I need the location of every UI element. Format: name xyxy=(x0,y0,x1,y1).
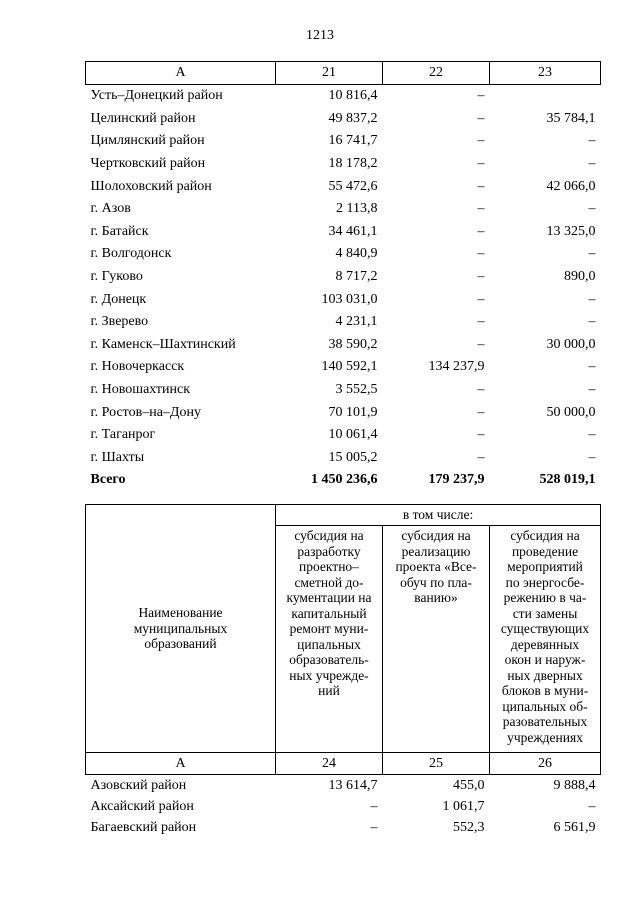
header-line: сметной до- xyxy=(294,574,364,590)
amount-cell: 455,0 xyxy=(453,777,485,793)
header-line: ремонт муни- xyxy=(289,621,369,636)
amount-cell: – xyxy=(588,798,596,814)
table-row xyxy=(86,198,601,221)
header-line: проекта «Все- xyxy=(395,559,477,574)
amount-cell: – xyxy=(588,291,596,307)
amount-cell: 18 178,2 xyxy=(328,156,378,172)
column-index-row xyxy=(86,753,601,775)
header-line: учреждениях xyxy=(507,729,583,745)
amount-cell: – xyxy=(588,427,596,443)
header-line: мероприятий xyxy=(507,559,583,574)
header-line: кументации на xyxy=(286,590,372,605)
table-row xyxy=(86,775,601,797)
table-row xyxy=(86,447,601,470)
column-index: 25 xyxy=(383,753,490,775)
table-row xyxy=(86,243,601,266)
municipality-name: Целинский район xyxy=(90,110,196,126)
header-line: окон и наруж- xyxy=(504,652,586,667)
amount-cell: 140 592,1 xyxy=(321,359,378,375)
amount-cell: – xyxy=(477,404,485,420)
table-row xyxy=(86,424,601,447)
amount-cell: 134 237,9 xyxy=(428,359,485,375)
table-body xyxy=(86,775,601,839)
amount-cell: – xyxy=(477,269,485,285)
table-row xyxy=(86,356,601,379)
municipality-name: Шолоховский район xyxy=(90,178,212,194)
header-line: существующих xyxy=(500,621,590,636)
amount-cell: – xyxy=(477,449,485,465)
table-row xyxy=(86,266,601,289)
amount-cell: – xyxy=(588,246,596,262)
header-line: реализацию xyxy=(401,543,471,559)
header-line: ципальных xyxy=(297,636,361,652)
amount-cell: – xyxy=(477,223,485,239)
amount-cell: – xyxy=(588,449,596,465)
header-line: муниципальных xyxy=(133,620,228,636)
table-row xyxy=(86,818,601,839)
municipality-name: г. Батайск xyxy=(90,223,149,239)
header-line: образователь- xyxy=(289,652,369,667)
subsidy-table xyxy=(85,504,601,839)
column-header: 22 xyxy=(383,62,490,85)
header-line: Наименование xyxy=(138,605,223,621)
header-line: ний xyxy=(318,683,340,698)
subsidy-design-header xyxy=(276,526,383,753)
amount-cell: – xyxy=(588,382,596,398)
table-row xyxy=(86,334,601,357)
header-line: проектно– xyxy=(299,559,359,574)
header-line: капитальный xyxy=(291,605,367,621)
amount-cell: – xyxy=(370,798,378,814)
amount-cell: 9 888,4 xyxy=(553,777,596,793)
column-index: 24 xyxy=(276,753,383,775)
amount-cell: 528 019,1 xyxy=(539,472,596,488)
municipality-name: г. Таганрог xyxy=(90,427,156,443)
municipality-name: г. Каменск–Шахтинский xyxy=(90,336,236,352)
header-line: ных дверных xyxy=(507,667,583,683)
header-line: проведение xyxy=(511,543,579,559)
amount-cell: 2 113,8 xyxy=(336,201,378,217)
header-line: разовательных xyxy=(502,714,588,729)
amount-cell: 6 561,9 xyxy=(553,820,596,836)
table-row xyxy=(86,796,601,817)
table-header-row xyxy=(86,62,601,85)
amount-cell: – xyxy=(477,314,485,330)
amount-cell xyxy=(490,85,601,108)
amount-cell: 179 237,9 xyxy=(428,472,485,488)
amount-cell: – xyxy=(477,291,485,307)
header-line: ванию» xyxy=(414,590,458,605)
municipality-name: Багаевский район xyxy=(90,820,197,836)
amount-cell: – xyxy=(477,88,485,104)
municipality-name: г. Азов xyxy=(90,201,131,217)
page-number: 1213 xyxy=(306,28,334,43)
amount-cell: 10 061,4 xyxy=(328,427,378,443)
amount-cell: 4 840,9 xyxy=(335,246,378,262)
municipality-name: г. Новочеркасск xyxy=(90,359,185,375)
table-row xyxy=(86,221,601,244)
municipality-name: Цимлянский район xyxy=(90,133,205,149)
amount-cell: 70 101,9 xyxy=(328,404,378,420)
amount-cell: – xyxy=(477,336,485,352)
header-line: сти замены xyxy=(512,605,578,621)
header-line: по энергосбе- xyxy=(505,574,585,590)
amount-cell: 34 461,1 xyxy=(328,223,378,239)
amount-cell: 890,0 xyxy=(564,269,596,285)
municipality-name: г. Новошахтинск xyxy=(90,382,191,398)
amount-cell: 103 031,0 xyxy=(321,291,378,307)
subsidy-energy-header xyxy=(490,526,601,753)
amount-cell: – xyxy=(588,314,596,330)
total-row xyxy=(86,469,601,492)
municipality-name: Всего xyxy=(90,472,126,488)
subsidy-swimming-header xyxy=(383,526,490,753)
amount-cell: 3 552,5 xyxy=(335,382,378,398)
amount-cell: – xyxy=(588,359,596,375)
column-index: 26 xyxy=(490,753,601,775)
amount-cell: – xyxy=(588,156,596,172)
municipality-name: г. Донецк xyxy=(90,291,147,307)
header-line: разработку xyxy=(297,543,361,559)
amount-cell: 10 816,4 xyxy=(328,88,378,104)
table-row xyxy=(86,311,601,334)
table-row xyxy=(86,85,601,108)
table-row xyxy=(86,130,601,153)
table-row xyxy=(86,401,601,424)
amount-cell: 1 061,7 xyxy=(442,798,485,814)
header-line: субсидия на xyxy=(294,528,364,543)
amount-cell: – xyxy=(477,178,485,194)
municipality-name: г. Шахты xyxy=(90,449,145,465)
header-line: режению в ча- xyxy=(503,590,587,605)
amount-cell: 30 000,0 xyxy=(546,336,596,352)
group-header: в том числе: xyxy=(276,505,601,526)
amount-cell: 35 784,1 xyxy=(546,110,596,126)
header-line: блоков в муни- xyxy=(501,683,589,698)
header-line: субсидия на xyxy=(510,528,580,543)
amount-cell: – xyxy=(588,133,596,149)
amount-cell: 13 325,0 xyxy=(546,223,596,239)
column-header: 23 xyxy=(490,62,601,85)
amount-cell: – xyxy=(477,156,485,172)
municipality-name: г. Волгодонск xyxy=(90,246,172,262)
amount-cell: 8 717,2 xyxy=(335,269,378,285)
amount-cell: – xyxy=(370,820,378,836)
table-row xyxy=(86,175,601,198)
amount-cell: – xyxy=(477,427,485,443)
amount-cell: 552,3 xyxy=(453,820,485,836)
header-line: образований xyxy=(144,636,217,652)
amount-cell: 38 590,2 xyxy=(328,336,378,352)
amount-cell: 15 005,2 xyxy=(328,449,378,465)
column-index: А xyxy=(86,753,276,775)
table-continuation xyxy=(85,61,601,492)
table-row xyxy=(86,379,601,402)
header-line: субсидия на xyxy=(401,528,471,543)
amount-cell: – xyxy=(588,201,596,217)
amount-cell: 55 472,6 xyxy=(328,178,378,194)
municipality-name: г. Гуково xyxy=(90,269,143,285)
header-line: обуч по пла- xyxy=(400,574,472,590)
municipality-column-header xyxy=(86,505,276,753)
amount-cell: 13 614,7 xyxy=(328,777,378,793)
municipality-name: г. Ростов–на–Дону xyxy=(90,404,201,420)
municipality-name: Азовский район xyxy=(90,777,187,793)
amount-cell: 4 231,1 xyxy=(335,314,378,330)
header-line: ципальных об- xyxy=(502,698,588,714)
amount-cell: – xyxy=(477,382,485,398)
amount-cell: – xyxy=(477,110,485,126)
column-header: А xyxy=(86,62,276,85)
amount-cell: 1 450 236,6 xyxy=(311,472,378,488)
amount-cell: – xyxy=(477,133,485,149)
header-line: ных учрежде- xyxy=(289,667,369,683)
amount-cell: 49 837,2 xyxy=(328,110,378,126)
column-header: 21 xyxy=(276,62,383,85)
municipality-name: г. Зверево xyxy=(90,314,149,330)
table-row xyxy=(86,288,601,311)
amount-cell: 50 000,0 xyxy=(546,404,596,420)
municipality-name: Аксайский район xyxy=(90,798,194,814)
table-row xyxy=(86,108,601,131)
amount-cell: 16 741,7 xyxy=(328,133,378,149)
amount-cell: – xyxy=(477,201,485,217)
table-row xyxy=(86,153,601,176)
municipality-name: Усть–Донецкий район xyxy=(90,88,223,104)
header-line: деревянных xyxy=(510,636,580,652)
amount-cell: – xyxy=(477,246,485,262)
amount-cell: 42 066,0 xyxy=(546,178,596,194)
table-body xyxy=(86,85,601,492)
municipality-name: Чертковский район xyxy=(90,156,206,172)
